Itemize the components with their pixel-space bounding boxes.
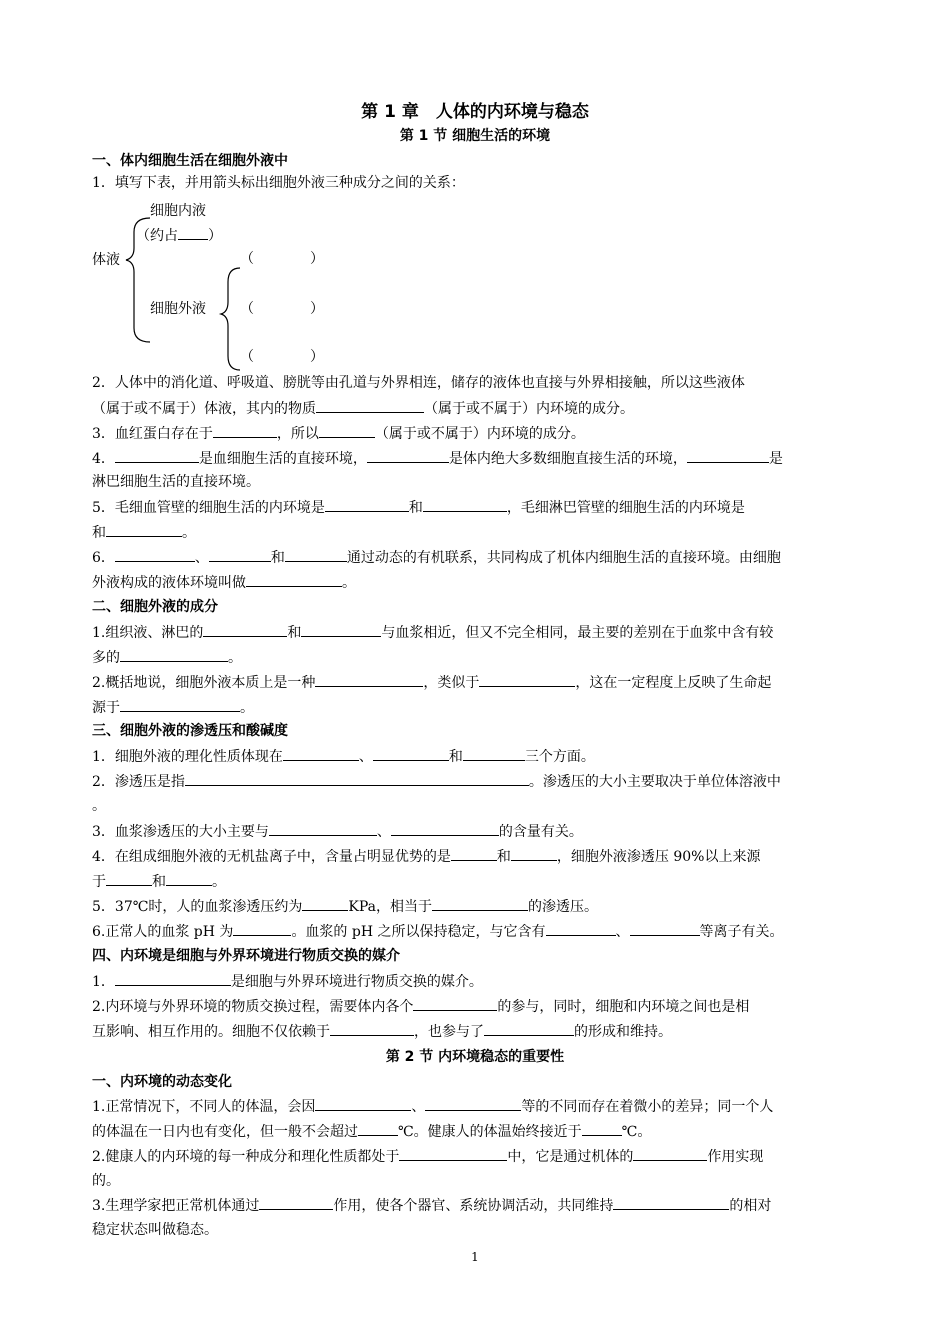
blank[interactable] — [166, 870, 212, 886]
question-3-2: 2．渗透压是指 。渗透压的大小主要取决于单位体溶液中 — [92, 770, 781, 792]
blank[interactable] — [246, 571, 342, 587]
question-1-1: 1．填写下表，并用箭头标出细胞外液三种成分之间的关系： — [92, 175, 465, 191]
question-1-5b: 和 。 — [92, 521, 196, 543]
blank[interactable] — [213, 422, 277, 438]
blank[interactable] — [373, 745, 449, 761]
question-3-4b: 于 和 。 — [92, 870, 226, 892]
section-2-question-2b: 的。 — [92, 1173, 120, 1189]
blank[interactable] — [115, 970, 231, 986]
question-2-2b: 源于 。 — [92, 696, 254, 718]
question-4-1: 1． 是细胞与外界环境进行物质交换的媒介。 — [92, 970, 483, 992]
section-2-title: 第 2 节 内环境稳态的重要性 — [385, 1049, 565, 1065]
blank[interactable] — [484, 1020, 574, 1036]
question-2-1b: 多的 。 — [92, 646, 242, 668]
question-1-6: 6． 、 和 通过动态的有机联系，共同构成了机体内细胞生活的直接环境。由细胞 — [92, 546, 781, 568]
question-3-3: 3．血浆渗透压的大小主要与 、 的含量有关。 — [92, 820, 583, 842]
chapter-title: 第 1 章 人体的内环境与稳态 — [361, 102, 589, 122]
body-fluid-label: 体液 — [92, 252, 120, 268]
section-2-heading-1: 一、内环境的动态变化 — [92, 1074, 232, 1090]
blank[interactable] — [391, 820, 499, 836]
blank[interactable] — [319, 422, 375, 438]
extracellular-slot-2[interactable]: （ ） — [240, 301, 324, 317]
blank[interactable] — [283, 745, 359, 761]
blank[interactable] — [185, 770, 529, 786]
inner-brace — [221, 268, 240, 370]
blank[interactable] — [325, 496, 409, 512]
blank[interactable] — [423, 496, 507, 512]
blank[interactable] — [358, 1120, 398, 1136]
section-2-question-1b: 的体温在一日内也有变化，但一般不会超过 ℃。健康人的体温始终接近于 ℃。 — [92, 1120, 651, 1142]
blank[interactable] — [106, 521, 182, 537]
page-number: 1 — [471, 1250, 479, 1264]
question-3-2b: 。 — [92, 798, 106, 814]
blank[interactable] — [120, 646, 228, 662]
blank[interactable] — [633, 1145, 707, 1161]
blank[interactable] — [425, 1095, 521, 1111]
blank[interactable] — [285, 546, 347, 562]
question-3-4: 4．在组成细胞外液的无机盐离子中，含量占明显优势的是 和 ，细胞外液渗透压 90%以上来源 — [92, 845, 760, 867]
blank[interactable] — [582, 1120, 622, 1136]
question-1-5: 5．毛细血管壁的细胞生活的内环境是 和 ，毛细淋巴管壁的细胞生活的内环境是 — [92, 496, 745, 518]
question-3-1: 1．细胞外液的理化性质体现在 、 和 三个方面。 — [92, 745, 595, 767]
question-1-4: 4． 是血细胞生活的直接环境， 是体内绝大多数细胞直接生活的环境， 是 — [92, 447, 783, 469]
blank[interactable] — [613, 1194, 729, 1210]
blank[interactable] — [511, 845, 557, 861]
blank[interactable] — [316, 397, 424, 413]
question-1-2a: 2．人体中的消化道、呼吸道、膀胱等由孔道与外界相连，储存的液体也直接与外界相接触，所以这些液体 — [92, 375, 745, 391]
question-1-3: 3．血红蛋白存在于 ，所以 （属于或不属于）内环境的成分。 — [92, 422, 585, 444]
blank[interactable] — [315, 671, 423, 687]
blank[interactable] — [115, 447, 199, 463]
blank[interactable] — [209, 546, 271, 562]
blank[interactable] — [451, 845, 497, 861]
blank[interactable] — [399, 1145, 507, 1161]
question-4-2b: 互影响、相互作用的。细胞不仅依赖于 ，也参与了 的形成和维持。 — [92, 1020, 672, 1042]
blank[interactable] — [269, 820, 377, 836]
blank[interactable] — [463, 745, 525, 761]
blank[interactable] — [330, 1020, 414, 1036]
heading-4: 四、内环境是细胞与外界环境进行物质交换的媒介 — [92, 948, 400, 964]
blank[interactable] — [413, 995, 497, 1011]
blank[interactable] — [302, 895, 348, 911]
blank[interactable] — [120, 696, 240, 712]
question-3-6: 6.正常人的血浆 pH 为 。血浆的 pH 之所以保持稳定，与它含有 、 等离子有关。 — [92, 920, 784, 942]
question-1-4b: 淋巴细胞生活的直接环境。 — [92, 474, 260, 490]
blank[interactable] — [106, 870, 152, 886]
blank[interactable] — [115, 546, 195, 562]
blank[interactable] — [301, 621, 381, 637]
approx-label: （约占 ） — [136, 224, 222, 245]
heading-2: 二、细胞外液的成分 — [92, 599, 218, 615]
blank[interactable] — [546, 920, 616, 936]
blank[interactable] — [479, 671, 575, 687]
approx-blank[interactable] — [178, 224, 208, 240]
blank[interactable] — [259, 1194, 333, 1210]
blank[interactable] — [367, 447, 449, 463]
section-1-title: 第 1 节 细胞生活的环境 — [399, 128, 551, 144]
heading-1: 一、体内细胞生活在细胞外液中 — [92, 153, 288, 169]
blank[interactable] — [687, 447, 769, 463]
intracellular-label: 细胞内液 — [150, 203, 206, 219]
question-1-2b: （属于或不属于）体液，其内的物质 （属于或不属于）内环境的成分。 — [92, 397, 634, 419]
question-1-6b: 外液构成的液体环境叫做 。 — [92, 571, 356, 593]
section-2-question-3b: 稳定状态叫做稳态。 — [92, 1222, 218, 1238]
blank[interactable] — [432, 895, 528, 911]
question-2-2: 2.概括地说，细胞外液本质上是一种 ，类似于 ，这在一定程度上反映了生命起 — [92, 671, 771, 693]
blank[interactable] — [630, 920, 700, 936]
question-3-5: 5．37℃时，人的血浆渗透压约为 KPa，相当于 的渗透压。 — [92, 895, 598, 917]
blank[interactable] — [233, 920, 291, 936]
extracellular-slot-1[interactable]: （ ） — [240, 251, 324, 267]
question-4-2: 2.内环境与外界环境的物质交换过程，需要体内各个 的参与，同时，细胞和内环境之间也是相 — [92, 995, 749, 1017]
section-2-question-2: 2.健康人的内环境的每一种成分和理化性质都处于 中，它是通过机体的 作用实现 — [92, 1145, 763, 1167]
heading-3: 三、细胞外液的渗透压和酸碱度 — [92, 723, 288, 739]
extracellular-slot-3[interactable]: （ ） — [240, 349, 324, 365]
extracellular-label: 细胞外液 — [150, 301, 206, 317]
section-2-question-1: 1.正常情况下，不同人的体温，会因 、 等的不同而存在着微小的差异；同一个人 — [92, 1095, 773, 1117]
blank[interactable] — [315, 1095, 411, 1111]
blank[interactable] — [203, 621, 287, 637]
question-2-1: 1.组织液、淋巴的 和 与血浆相近，但又不完全相同，最主要的差别在于血浆中含有较 — [92, 621, 773, 643]
bracket-lines — [0, 0, 950, 380]
section-2-question-3: 3.生理学家把正常机体通过 作用，使各个器官、系统协调活动，共同维持 的相对 — [92, 1194, 771, 1216]
